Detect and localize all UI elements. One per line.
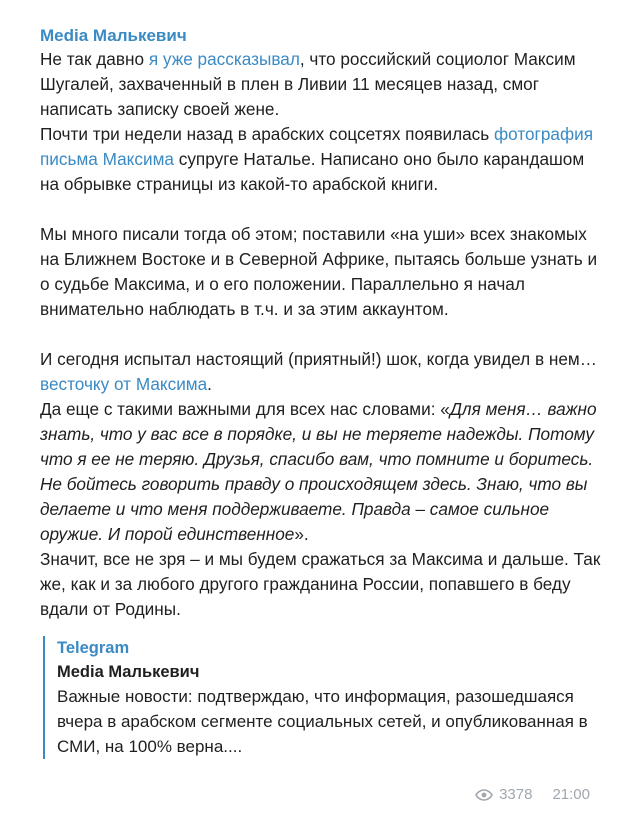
preview-text: Важные новости: подтверждаю, что информация, разошедшаяся вчера в арабском сегменте социальных сетей, и опубликованная в СМИ, на 100% верна....	[57, 687, 588, 756]
p1-text-a: Не так давно	[40, 49, 149, 69]
eye-icon	[475, 789, 493, 801]
paragraph-3: Мы много писали тогда об этом; поставили «на уши» всех знакомых на Ближнем Востоке и в Северной Африке, пытаясь больше узнать и о судьбе Максима, и о его положении. Параллельно я начал внимательно наблюдать в т.ч. и за этим аккаунтом.	[40, 224, 598, 319]
link-letter-photo[interactable]: фотография письма Максима	[40, 124, 593, 169]
message-meta	[475, 786, 590, 803]
views-count: 3378	[499, 786, 533, 803]
p2-text-a: Почти три недели назад в арабских соцсетях появилась	[40, 124, 494, 144]
spacer	[40, 322, 606, 347]
paragraph-6: Значит, все не зря – и мы будем сражаться за Максима и дальше. Так же, как и за любого другого гражданина России, попавшего в беду вдали от Родины.	[40, 549, 601, 619]
preview-source: Telegram	[57, 639, 130, 657]
p4-text-a: И сегодня испытал настоящий (приятный!) шок, когда увидел в нем…	[40, 349, 597, 369]
paragraph-2	[40, 122, 606, 197]
link-message-from-maxim[interactable]: весточку от Максима	[40, 374, 208, 394]
spacer	[40, 197, 606, 222]
p2-text-b: супруге Наталье. Написано оно было карандашом на обрывке страницы из какой-то арабской книги.	[40, 149, 585, 194]
link-already-told[interactable]: я уже рассказывал	[148, 49, 300, 69]
paragraph-1	[40, 47, 606, 122]
message-time: 21:00	[552, 786, 590, 803]
p1-text-b: , что российский социолог Максим Шугалей, захваченный в плен в Ливии 11 месяцев назад, смог написать записку своей жене.	[40, 49, 576, 119]
channel-author[interactable]: Media Малькевич	[40, 26, 187, 45]
message-text	[40, 47, 606, 622]
maxim-quote: Для меня… важно знать, что у вас все в порядке, и вы не теряете надежды. Потому что я ее не теряю. Друзья, спасибо вам, что помните и боритесь. Не бойтесь говорить правду о происходящем здесь. Знаю, что вы делаете и что меня поддерживаете. Правда – самое сильное оружие. И порой единственное	[40, 399, 597, 544]
p4-text-b: .	[207, 374, 212, 394]
paragraph-4	[40, 347, 606, 397]
link-preview[interactable]	[43, 636, 597, 759]
p5-text-a: Да еще с такими важными для всех нас словами: «	[40, 399, 450, 419]
preview-author: Media Малькевич	[57, 663, 200, 681]
p5-text-b: ».	[294, 524, 309, 544]
paragraph-5	[40, 397, 606, 547]
